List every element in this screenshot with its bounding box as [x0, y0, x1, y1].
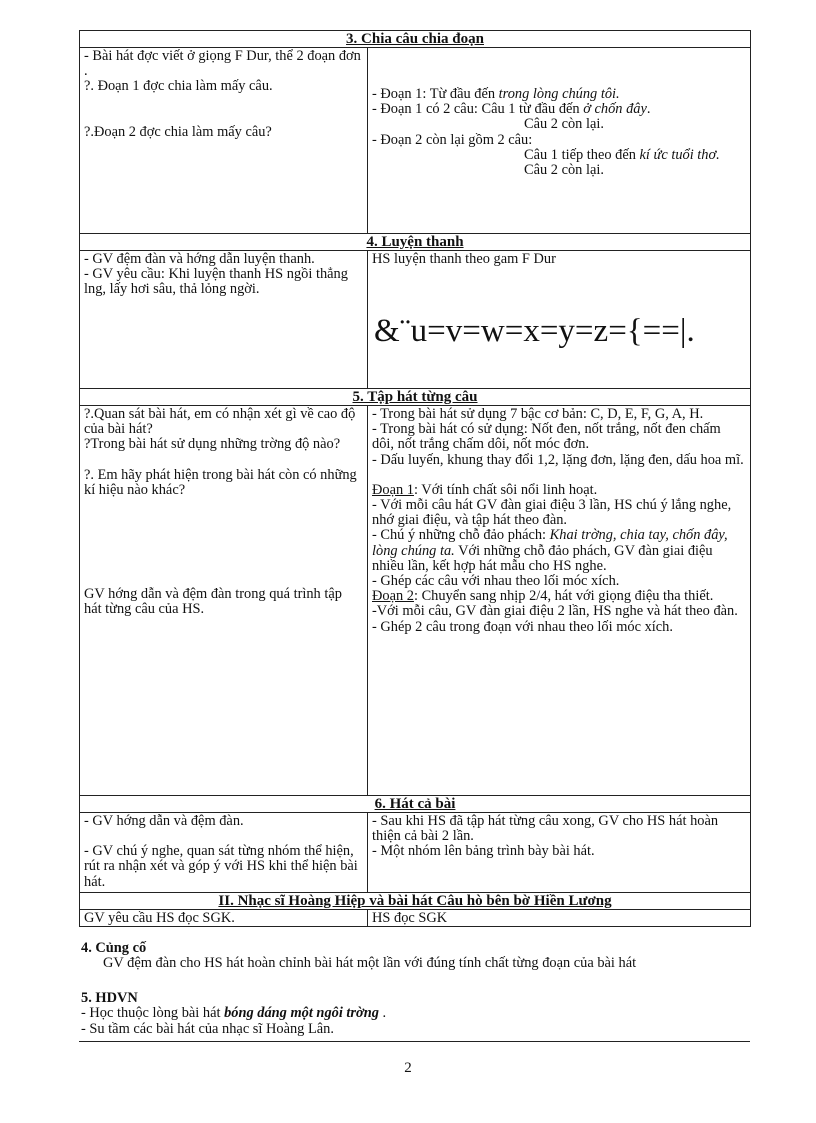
sec5-question: ?Trong bài hát sử dụng những trờng độ nào?	[84, 436, 341, 453]
section-3-left-cell	[80, 48, 368, 234]
cungco-text: GV đệm đàn cho HS hát hoàn chỉnh bài hát một lần với đúng tính chất từng đoạn của bài hát	[103, 955, 637, 972]
sec5-answer: - Ghép các câu với nhau theo lối móc xích.	[372, 573, 620, 590]
sec5-answer: - Với mỗi câu hát GV đàn giai điệu 3 lần, HS chú ý lắng nghe, nhớ giai điệu, và tập hát theo đàn.	[372, 497, 732, 529]
section-6-left-cell	[80, 813, 368, 893]
sec5-answer: Đoạn 2: Chuyển sang nhịp 2/4, hát với giọng điệu tha thiết.	[372, 588, 714, 605]
hdvn-block	[81, 991, 749, 1037]
sec6-right-line: - Một nhóm lên bảng trình bày bài hát.	[372, 843, 595, 860]
sec5-question: ?. Em hãy phát hiện trong bài hát còn có những kí hiệu nào khác?	[84, 466, 357, 498]
sec3-right-line: Câu 2 còn lại.	[524, 116, 604, 133]
sec5-answer: - Dấu luyến, khung thay đổi 1,2, lặng đơn, lặng đen, dấu hoa mĩ.	[372, 451, 744, 468]
section-6-right-cell	[368, 813, 751, 893]
sec4-right-line: HS luyện thanh theo gam F Dur	[372, 251, 556, 267]
sec3-right-line: - Đoạn 1 có 2 câu: Câu 1 từ đầu đến ở chốn đây.	[372, 101, 651, 118]
sec3-left-line: ?. Đoạn 1 đợc chia làm mấy câu.	[84, 78, 273, 95]
section-4-title: 4. Luyện thanh	[80, 234, 751, 251]
sec3-left-line: ?.Đoạn 2 đợc chia làm mấy câu?	[84, 123, 272, 140]
section-5-left-cell	[80, 406, 368, 796]
section-6-title: 6. Hát cả bài	[80, 796, 751, 813]
section-5-header-row	[80, 389, 751, 406]
section-II-right-cell: HS đọc SGK	[368, 910, 751, 927]
section-II-title: II. Nhạc sĩ Hoàng Hiệp và bài hát Câu hò bên bờ Hiền Lương	[80, 893, 751, 910]
section-3-row	[80, 48, 751, 234]
sec5-answer: - Chú ý những chỗ đảo phách: Khai trờng, chia tay, chốn đây, lòng chúng ta. Với những chỗ đảo phách, GV đàn giai điệu nhiều lần, kết hợp hát mẫu cho HS nghe.	[372, 527, 728, 574]
section-5-row	[80, 406, 751, 796]
section-4-row	[80, 251, 751, 389]
hdvn-heading: 5. HDVN	[81, 990, 138, 1006]
sec3-right-line: - Đoạn 2 còn lại gồm 2 câu:	[372, 131, 533, 148]
bottom-rule	[79, 1041, 750, 1042]
lesson-table	[79, 30, 751, 927]
section-3-header-row	[80, 31, 751, 48]
music-scale-notation: &¨u=v=w=x=y=z={==|.	[374, 313, 695, 350]
hdvn-line: - Su tầm các bài hát của nhạc sĩ Hoàng Lân.	[81, 1020, 334, 1037]
section-3-right-cell	[368, 48, 751, 234]
section-II-left-cell: GV yêu cầu HS đọc SGK.	[80, 910, 368, 927]
sec4-left-line: - GV yêu cầu: Khi luyện thanh HS ngồi thẳng lng, lấy hơi sâu, thả lỏng ngời.	[84, 266, 348, 298]
sec5-answer: - Trong bài hát sử dụng 7 bậc cơ bản: C, D, E, F, G, A, H.	[372, 406, 704, 422]
sec4-left-line: - GV đệm đàn và hớng dẫn luyện thanh.	[84, 251, 315, 267]
sec3-right-line: Câu 1 tiếp theo đến kí ức tuổi thơ.	[524, 146, 720, 163]
section-4-left-cell	[80, 251, 368, 389]
section-II-header-row	[80, 893, 751, 910]
section-5-right-cell	[368, 406, 751, 796]
section-4-header-row	[80, 234, 751, 251]
sec5-instruction: GV hớng dẫn và đệm đàn trong quá trình tập hát từng câu của HS.	[84, 586, 342, 618]
sec3-right-line: Câu 2 còn lại.	[524, 162, 604, 179]
sec5-answer: - Trong bài hát có sử dụng: Nốt đen, nốt trắng, nốt đen chấm dôi, nốt trắng chấm dôi, nốt móc đơn.	[372, 421, 721, 453]
sec3-right-line: - Đoạn 1: Từ đầu đến trong lòng chúng tôi.	[372, 86, 620, 102]
section-6-header-row	[80, 796, 751, 813]
section-II-row	[80, 910, 751, 927]
page-number: 2	[404, 1060, 412, 1076]
sec6-left-line: - GV chú ý nghe, quan sát từng nhóm thể hiện, rút ra nhận xét và góp ý với HS khi thể hiện bài hát.	[84, 843, 358, 890]
cungco-block	[81, 941, 749, 972]
cungco-heading: 4. Củng cố	[81, 940, 147, 956]
sec3-left-line: - Bài hát đợc viết ở giọng F Dur, thể 2 đoạn đơn .	[84, 48, 361, 80]
hdvn-line: - Học thuộc lòng bài hát bóng dáng một ngôi trờng .	[81, 1005, 387, 1022]
section-5-title: 5. Tập hát từng câu	[80, 389, 751, 406]
section-3-title: 3. Chia câu chia đoạn	[80, 31, 751, 48]
sec5-answer: Đoạn 1: Với tính chất sôi nổi linh hoạt.	[372, 481, 598, 498]
sec5-question: ?.Quan sát bài hát, em có nhận xét gì về cao độ của bài hát?	[84, 406, 356, 438]
sec6-left-line: - GV hớng dẫn và đệm đàn.	[84, 813, 244, 829]
sec5-answer: - Ghép 2 câu trong đoạn với nhau theo lối móc xích.	[372, 618, 673, 635]
sec6-right-line: - Sau khi HS đã tập hát từng câu xong, GV cho HS hát hoàn thiện cả bài 2 lần.	[372, 813, 719, 845]
sec5-answer: -Với mỗi câu, GV đàn giai điệu 2 lần, HS nghe và hát theo đàn.	[372, 603, 738, 620]
section-4-right-cell	[368, 251, 751, 389]
section-6-row	[80, 813, 751, 893]
